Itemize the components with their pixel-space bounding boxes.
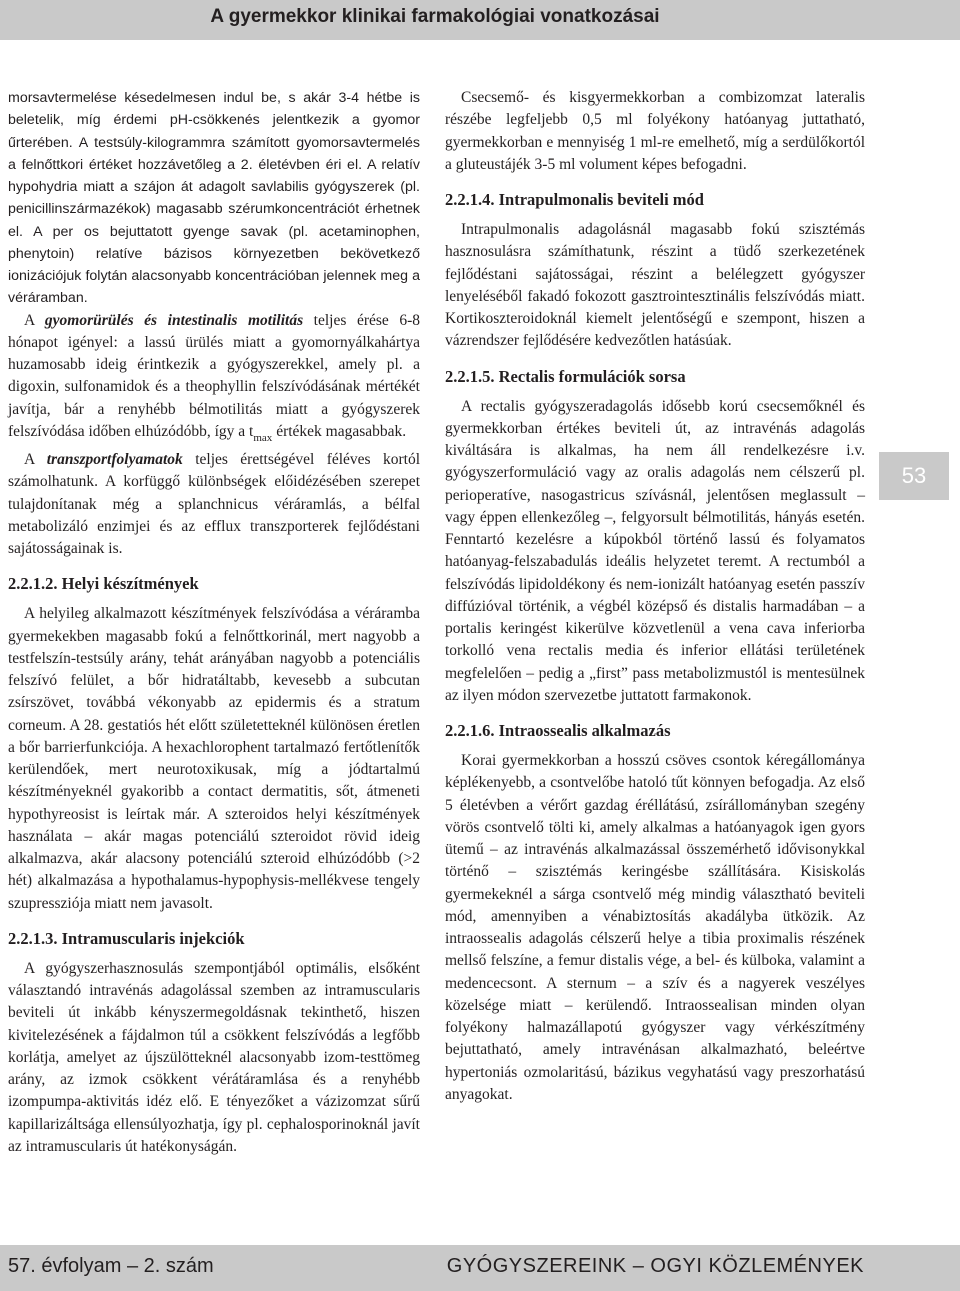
- paragraph-injection-volume: Csecsemő- és kisgyermekkorban a combizomzat lateralis részébe legfeljebb 0,5 ml folyékony hatóanyag juttatható, gyermekkorban e mennyiség 1 ml-re emelhető, míg a serdülőkortól a gluteustájék 3-5 ml volument képes befogadni.: [445, 89, 865, 173]
- subscript-max: max: [253, 431, 273, 444]
- page-number: 53: [879, 452, 949, 500]
- running-header-title: A gyermekkor klinikai farmakológiai vonatkozásai: [210, 6, 660, 27]
- term-gastric-emptying: gyomorürülés és intestinalis motilitás: [44, 311, 304, 329]
- paragraph-transport: A transzportfolyamatok teljes érettségével féléves kortól számolhatunk. A korfüggő különbségek előidézésében szerepet tulajdonítanak még a splanchnicus véráramlás, a bélfal metabolizáló enzimjei és az efflux transzporterek fejlődéstani sajátosságainak is.: [8, 451, 420, 557]
- footer-issue: 57. évfolyam – 2. szám: [8, 1255, 214, 1277]
- heading-rectal: 2.2.1.5. Rectalis formulációk sorsa: [445, 366, 686, 386]
- term-transport-processes: transzportfolyamatok: [46, 451, 183, 468]
- paragraph-gastric-acid: morsavtermelése késedelmesen indul be, s akár 3-4 hétbe is beletelik, míg érdemi pH-csökkenés jelentkezik a gyomor űrterében. A testsúly-kilogrammra számított gyomorsavtermelés a felnőttkori értéket hozzávetőleg a 2. életévben éri el. A relatív hypohydria miatt a szájon át adagolt savlabilis gyógyszerek (pl. penicillinszármazékok) magasabb szérumkoncentrációt érhetnek el. A per os bejuttatott gyenge savak (pl. acetaminophen, phenytoin) relatíve bázisos környezetben bekövetkező ionizációjuk folytán alacsonyabb koncentrációban jelennek meg a véráramban.: [8, 90, 420, 307]
- heading-intraosseous: 2.2.1.6. Intraossealis alkalmazás: [445, 721, 671, 740]
- footer-journal: GYÓGYSZEREINK – OGYI KÖZLEMÉNYEK: [446, 1255, 864, 1277]
- right-column: [445, 87, 865, 1106]
- paragraph-rectal: A rectalis gyógyszeradagolás idősebb korú csecsemőknél és gyermekkorban értékes beviteli út, az intravénás adagolás kiváltására is alkalmas, ha nem áll rendelkezésre i.v. gyógyszerformuláció vagy az oralis adagolás nem célszerű pl. perioperatíve, nasogastricus szívásnál, jelentősen meglassult – vagy éppen ellenkezőleg –, felgyorsult bélmotilitás, hányás esetén. Fenntartó kezelésre a kúpokból történő lassú és folyamatos hatóanyag-felszabadulás ideális helyzetet teremt. A rectumból a felszívódás lipidoldékony és nem-ionizált hatóanyag esetén passzív diffúzióval történik, a végbél középső és distalis harmadában – a portalis keringést kikerülve közvetlenül a vena cava inferiorba torkolló vena rectalis media és inferior ellátási területének megfelelően – pedig a „first” pass metabolizmustól is mentesülnek az ilyen módon szervezetbe juttatott farmakonok.: [445, 397, 865, 704]
- paragraph-intraosseous: Korai gyermekkorban a hosszú csöves csontok kéregállománya képlékenyebb, a csontvelőbe hatoló tűt könnyen befogadja. Az első 5 életévben a vérőrt gazdag éréllátású, zsírállományban szegény vörös csontvelő tölti ki, amely alkalmas a hatóanyagok igen gyors ütemű – az intravénás alkalmazással összemérhető idővisonykkal történő – szisztémás keringésbe szállítására. Kisiskolás gyermekeknél a sárga csontvelő még mindig választható beviteli mód, amennyiben a vénabiztosítás akadályba ütközik. Az intraossealis adagolás célszerű helye a tibia proximalis részének mellső felszíne, a femur distalis vége, a bel- és külboka, valamint a medencecsont. A sternum – a szív és a nagyerek veszélyes közelsége miatt – kerülendő. Intraossealisan minden olyan folyékony halmazállapotú gyógyszer vagy vérkészítmény bejuttatható, amely intravénásan alkalmazható, beleértve hypertoniás ozmolaritású, bázikus vegyhatású vagy preszorhatású anyagokat.: [445, 752, 865, 1103]
- heading-intramuscular: 2.2.1.3. Intramuscularis injekciók: [8, 928, 245, 948]
- heading-intrapulmonary: 2.2.1.4. Intrapulmonalis beviteli mód: [445, 190, 704, 209]
- left-column: [8, 87, 420, 1158]
- paragraph-intramuscular: A gyógyszerhasznosulás szempontjából optimális, elsőként választandó intravénás adagolással szemben az intramuscularis beviteli út inkább kényszermegoldásnak tekinthető, hiszen kivitelezésének a fájdalmon túl a csökkent felszívódás a legfőbb korlátja, amelyet az újszülötteknél alacsonyabb izom-testtömeg arány, az izmok csökkent vérátáramlása és a renyhébb izompumpa-aktivitás idéz elő. E tényezőket a vázizomzat sűrű kapillarizáltsága ellensúlyozhatja, így pl. cephalosporinoknál javít az intramuscularis út hatékonyságán.: [8, 959, 420, 1155]
- paragraph-gastric-emptying: A gyomorürülés és intestinalis motilitás teljes érése 6-8 hónapot igényel: a lassú ürülés miatt a gyomornyálkahártya huzamosabb ideig érintkezik a gyógyszerekkel, amely pl. a digoxin, sulfonamidok és a theophyllin felszívódásának mértékét javítja, bár a renyhébb bélmotilitás miatt a gyógyszerek felszívódása időben elhúzódóbb, így a $t_{max}$ értékek magasabbak.: [8, 311, 420, 444]
- paragraph-topical-products: A helyileg alkalmazott készítmények felszívódása a véráramba gyermekekben magasabb fokú a felnőttkorinál, mert nagyobb a testfelszín-testsúly arány, tehát arányában nagyobb a potenciális felszívó felület, a bőr hidratáltabb, kevesebb a subcutan zsírszövet, továbbá vékonyabb az epidermis és a stratum corneum. A 28. gestatiós hét előtt születetteknél különösen éretlen a bőr barrierfunkciója. A hexachlorophent tartalmazó fertőtlenítők kerülendőek, mert neurotoxikusak, míg a jódtartalmú készítményeknél gyakoribb a contact dermatitis, sőt, átmeneti hypothyreosist is leírtak már. A szteroidos helyi készítmények használata – akár magas potenciálú szteroidot rövid ideig alkalmazva, akár alacsony potenciálú szteroid elhúzódóbb (>2 hét) alkalmazása a hypothalamus-hypophysis-mellékvese tengely szupressziója miatt nem javasolt.: [8, 605, 420, 912]
- paragraph-intrapulmonary: Intrapulmonalis adagolásnál magasabb fokú szisztémás hasznosulásra számíthatunk, részint a tüdő szerkezetének fejlődéstani sajátosságai, részint a belélegzett gyógyszer lenyeléséből fakadó fokozott gasztrointesztinális felszívódás miatt. Kortikoszteroidoknál kiemelt jelentőségű e szempont, hiszen a vázrendszer fejlődésére kedvezőtlen hatásúak.: [445, 221, 865, 350]
- heading-topical-products: 2.2.1.2. Helyi készítmények: [8, 574, 199, 594]
